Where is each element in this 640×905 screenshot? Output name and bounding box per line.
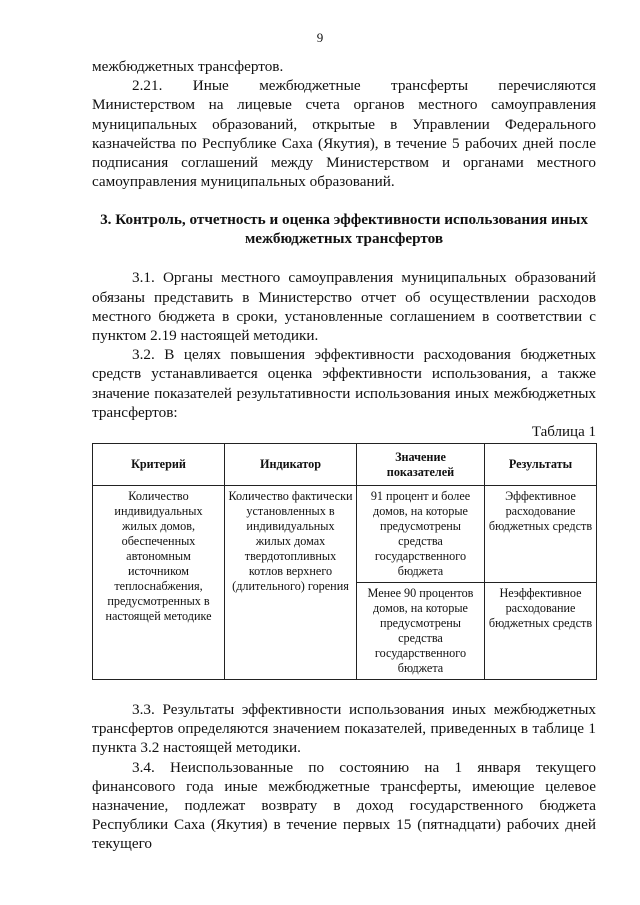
header-value: Значение показателей — [357, 444, 485, 486]
paragraph-3-4: 3.4. Неиспользованные по состоянию на 1 января текущего финансового года иные межбюджетные трансферты, имеющие целевое назначение, подлежат возврату в доход государственного бюджета Республики Саха (Якутия) в течение первых 15 (пятнадцати) рабочих дней текущего — [92, 758, 596, 853]
section-heading: 3. Контроль, отчетность и оценка эффективности использования иных межбюджетных трансфертов — [100, 211, 588, 248]
header-results: Результаты — [485, 444, 597, 486]
table-header-row — [93, 444, 597, 486]
cell-criterion: Количество индивидуальных жилых домов, обеспеченных автономным источником теплоснабжения, предусмотренных в настоящей методике — [93, 486, 225, 680]
header-indicator: Индикатор — [225, 444, 357, 486]
paragraph-2-21: 2.21. Иные межбюджетные трансферты перечисляются Министерством на лицевые счета органов местного самоуправления муниципальных образований, открытые в Управлении Федерального казначейства по Республике Саха (Якутия), в течение 5 рабочих дней после подписания соглашений между Министерством и органами местного самоуправления муниципальных образований. — [92, 77, 596, 191]
paragraph-3-1: 3.1. Органы местного самоуправления муниципальных образований обязаны представить в Министерство отчет об осуществлении расходов местного бюджета в сроки, установленные соглашением в соответствии с пунктом 2.19 настоящей методики. — [92, 269, 596, 345]
table-row — [93, 486, 597, 583]
criteria-table — [92, 443, 597, 680]
paragraph-3-2: 3.2. В целях повышения эффективности расходования бюджетных средств устанавливается оценка эффективности использования, а также значение показателей результативности использования иных межбюджетных трансфертов: — [92, 346, 596, 421]
cell-value-effective: 91 процент и более домов, на которые предусмотрены средства государственного бюджета — [357, 486, 485, 583]
paragraph-continuation: межбюджетных трансфертов. — [92, 58, 284, 75]
cell-result-ineffective: Неэффективное расходование бюджетных средств — [485, 583, 597, 680]
page-number: 9 — [316, 30, 324, 45]
cell-value-ineffective: Менее 90 процентов домов, на которые предусмотрены средства государственного бюджета — [357, 583, 485, 680]
table-caption: Таблица 1 — [531, 424, 596, 441]
cell-result-effective: Эффективное расходование бюджетных средств — [485, 486, 597, 583]
paragraph-3-3: 3.3. Результаты эффективности использования иных межбюджетных трансфертов определяются значением показателей, приведенных в таблице 1 пункта 3.2 настоящей методики. — [92, 701, 596, 757]
cell-indicator: Количество фактически установленных в индивидуальных жилых домах твердотопливных котлов верхнего (длительного) горения — [225, 486, 357, 680]
header-criterion: Критерий — [93, 444, 225, 486]
document-body — [92, 57, 596, 854]
